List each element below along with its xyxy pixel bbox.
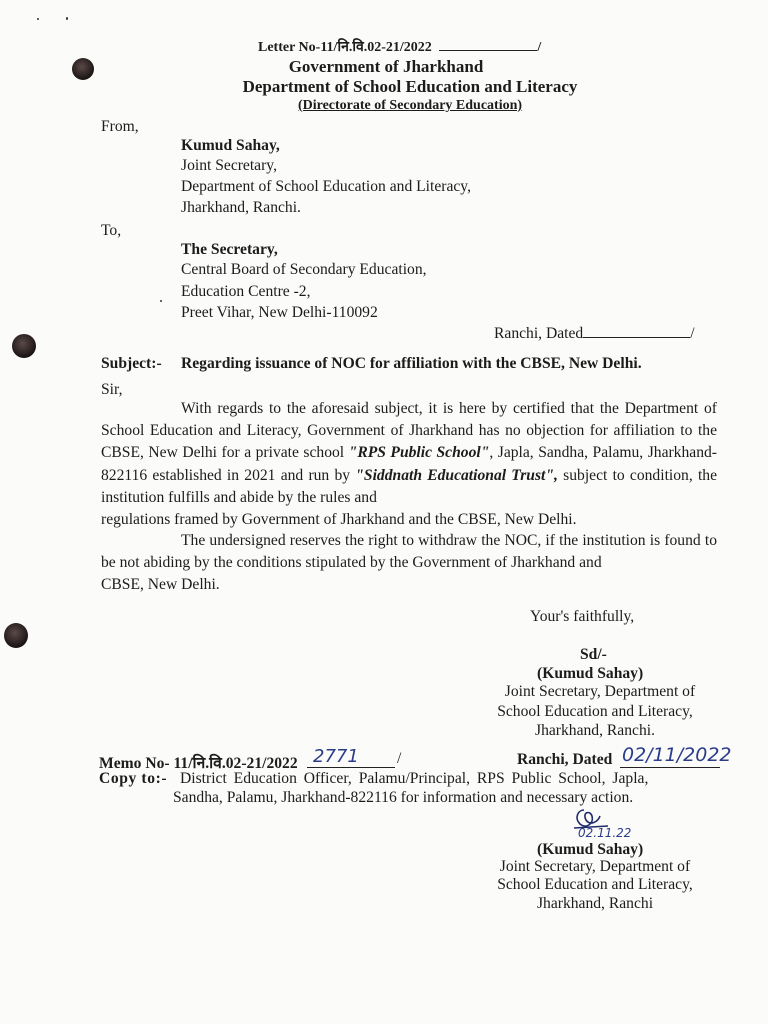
- directorate-title: (Directorate of Secondary Education): [297, 98, 523, 113]
- sender-line: Department of School Education and Literacy,: [181, 178, 471, 195]
- letter-number-blank: [439, 49, 537, 51]
- copy-to-line: Sandha, Palamu, Jharkhand-822116 for information and necessary action.: [173, 789, 634, 806]
- paragraph-2-text: The undersigned reserves the right to withdraw the NOC, if the institution is found to be not abiding by the conditions stipulated by the Government of Jharkhand and: [101, 532, 717, 572]
- sender-line: Joint Secretary,: [181, 157, 277, 174]
- paragraph-1-text: , Japla, Sandha, Palamu, Jharkhand-822116 established in 2021 and run by: [101, 444, 717, 484]
- from-label: From,: [101, 118, 139, 135]
- paragraph-1-text: With regards to the aforesaid subject, it is here by certified that the Department of School Education and Literacy, Government of Jharkhand has no objection for affiliation to the CBSE, New Delhi for a private school: [101, 400, 717, 462]
- to-label: To,: [101, 222, 122, 239]
- memo-dated-label: Ranchi, Dated: [517, 751, 613, 768]
- recipient-line: Preet Vihar, New Delhi-110092: [181, 304, 378, 321]
- memo-blank: [307, 766, 395, 768]
- signatory-designation: Jharkhand, Ranchi.: [535, 722, 655, 739]
- signatory-name: (Kumud Sahay): [537, 665, 644, 682]
- signature-sd: Sd/-: [580, 646, 607, 663]
- body-paragraph-2: [101, 530, 717, 597]
- punch-hole: [12, 334, 36, 358]
- copy-to-line: District Education Officer, Palamu/Principal, RPS Public School, Japla,: [180, 770, 649, 787]
- memo-number-blank-area: [305, 746, 405, 770]
- initial-date: 02.11.22: [578, 826, 632, 840]
- trust-name: "Siddnath Educational Trust",: [355, 466, 558, 484]
- memo-date-area: [620, 744, 760, 770]
- paragraph-1-last-line: regulations framed by Government of Jharkhand and the CBSE, New Delhi.: [101, 511, 577, 529]
- paper-speck: [160, 300, 162, 302]
- dated-suffix: /: [690, 325, 695, 342]
- dated-line: [494, 325, 695, 343]
- government-title: Government of Jharkhand: [288, 57, 484, 76]
- dated-blank: [583, 336, 690, 338]
- memo-number: Memo No- 11/नि.वि.02-21/2022: [99, 755, 298, 772]
- dated-label: Ranchi, Dated: [494, 325, 584, 342]
- subject-text: Regarding issuance of NOC for affiliation with the CBSE, New Delhi.: [181, 355, 642, 372]
- memo-date-blank: [620, 766, 720, 768]
- paragraph-2-last-line: CBSE, New Delhi.: [101, 576, 220, 594]
- letter-number-suffix: /: [537, 40, 542, 55]
- sender-name: Kumud Sahay,: [181, 137, 280, 154]
- closing: Your's faithfully,: [530, 608, 635, 625]
- signatory-name: (Kumud Sahay): [537, 841, 644, 858]
- handwritten-memo-number: 2771: [313, 746, 359, 767]
- paper-speck: [66, 17, 68, 20]
- signatory-designation: School Education and Literacy,: [497, 876, 693, 893]
- signatory-designation: Joint Secretary, Department of: [499, 858, 691, 875]
- recipient-name: The Secretary,: [181, 241, 278, 258]
- recipient-line: Education Centre -2,: [181, 283, 311, 300]
- school-name: "RPS Public School": [348, 444, 490, 462]
- handwritten-date: 02/11/2022: [622, 744, 732, 766]
- signatory-designation: Jharkhand, Ranchi: [536, 895, 654, 912]
- copy-to-label: Copy to:-: [99, 770, 168, 787]
- department-title: Department of School Education and Literacy: [242, 77, 578, 96]
- recipient-line: Central Board of Secondary Education,: [181, 261, 427, 278]
- paragraph-1-text: subject to condition, the institution fulfills and abide by the rules and: [101, 466, 717, 506]
- memo-suffix: /: [397, 750, 402, 767]
- signatory-designation: School Education and Literacy,: [497, 703, 693, 720]
- signatory-designation: Joint Secretary, Department of: [504, 683, 696, 700]
- letter-number: [258, 37, 541, 56]
- body-paragraph-1: [101, 398, 717, 531]
- paper-speck: [37, 18, 39, 20]
- punch-hole: [4, 623, 28, 648]
- letter-number-text: Letter No-11/नि.वि.02-21/2022: [258, 40, 432, 55]
- salutation: Sir,: [101, 381, 123, 398]
- sender-line: Jharkhand, Ranchi.: [181, 199, 301, 216]
- subject-label: Subject:-: [101, 355, 162, 372]
